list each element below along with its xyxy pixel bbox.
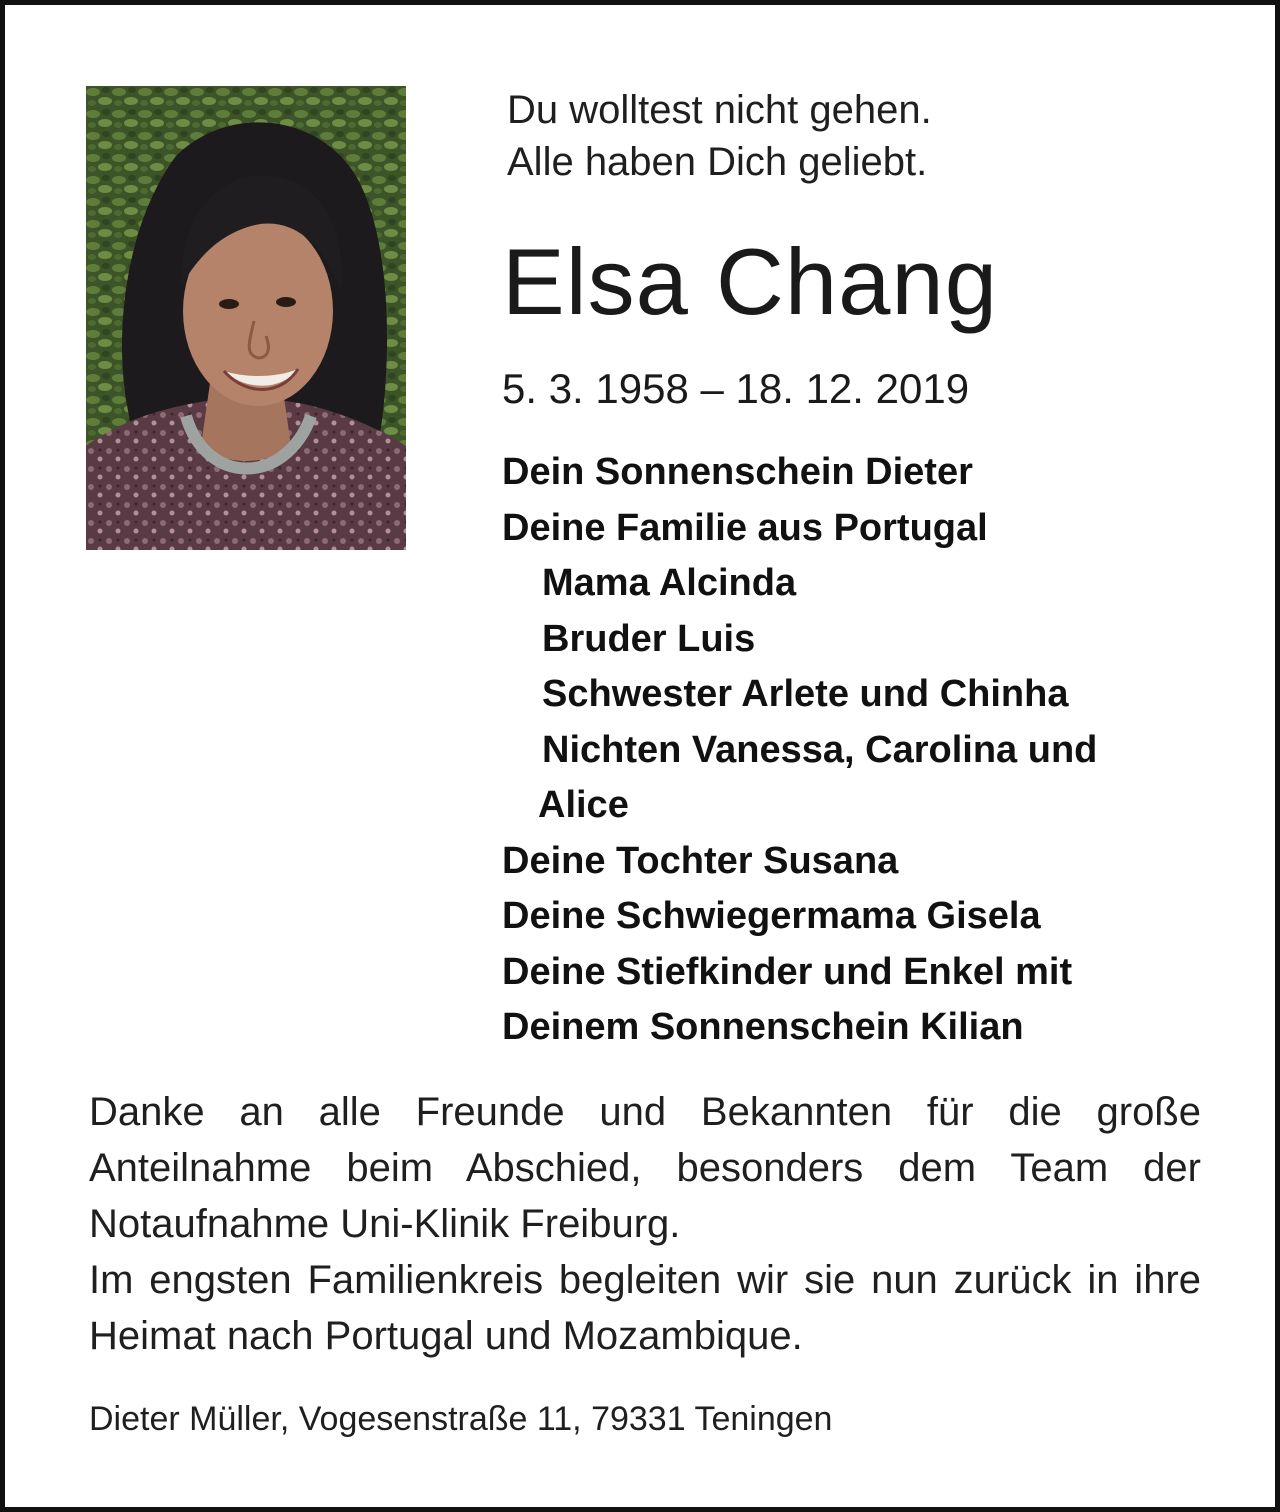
portrait-image [86, 86, 406, 550]
mourner-line: Dein Sonnenschein Dieter [502, 451, 973, 493]
mourner-line: Deine Schwiegermama Gisela [502, 895, 1041, 937]
mourner-line: Alice [538, 784, 629, 826]
mourner-line: Mama Alcinda [542, 562, 797, 604]
mourner-line: Schwester Arlete und Chinha [542, 673, 1069, 715]
mourner-line: Deinem Sonnenschein Kilian [502, 1006, 1024, 1048]
thanks-section [89, 1084, 1201, 1364]
mourner-line: Bruder Luis [542, 617, 756, 660]
contact-address: Dieter Müller, Vogesenstraße 11, 79331 Teningen [89, 1400, 833, 1438]
life-dates: 5. 3. 1958 – 18. 12. 2019 [502, 365, 970, 412]
motto-line-2: Alle haben Dich geliebt. [507, 140, 928, 184]
motto [507, 84, 932, 188]
mourners-list [502, 445, 1097, 1056]
deceased-name: Elsa Chang [502, 229, 998, 334]
motto-line-1: Du wolltest nicht gehen. [507, 88, 932, 132]
mourner-line: Deine Tochter Susana [502, 839, 899, 882]
mourner-line: Deine Stiefkinder und Enkel mit [502, 950, 1073, 993]
mourner-line: Deine Familie aus Portugal [502, 506, 988, 549]
burial-paragraph: Im engsten Familienkreis begleiten wir sie nun zurück in ihre Heimat nach Portugal und Mozambique. [89, 1258, 1201, 1358]
thanks-paragraph: Danke an alle Freunde und Bekannten für die große Anteilnahme beim Abschied, besonders dem Team der Notaufnahme Uni-Klinik Freiburg. [89, 1090, 1201, 1246]
mourner-line: Nichten Vanessa, Carolina und [542, 728, 1098, 771]
portrait-photo [86, 86, 406, 550]
